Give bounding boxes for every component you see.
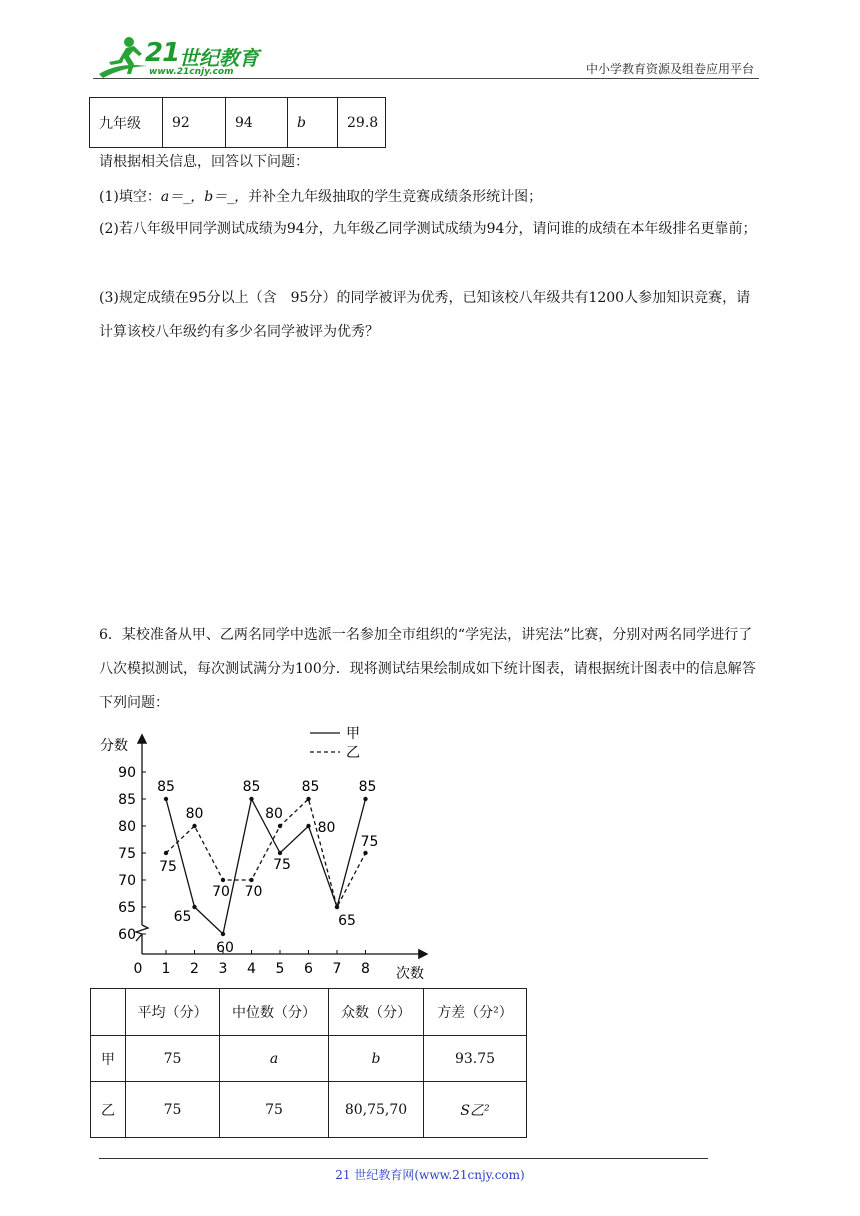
data-label-yi: 70 <box>244 884 263 900</box>
data-label-jia: 65 <box>338 913 356 929</box>
table-cell-name: 乙 <box>91 1082 126 1138</box>
chart-legend <box>304 723 384 763</box>
data-label-yi: 75 <box>360 834 379 850</box>
table-cell: 75 <box>126 1082 220 1138</box>
data-label-jia: 65 <box>173 909 192 925</box>
data-point-yi <box>306 797 310 801</box>
data-point-jia <box>306 824 310 828</box>
x-tick-label: 0 <box>133 961 143 977</box>
data-point-yi <box>249 878 253 882</box>
legend-label-yi: 乙 <box>346 745 360 761</box>
x-axis-label: 次数 <box>396 966 424 982</box>
data-point-jia <box>249 797 253 801</box>
y-tick-label: 85 <box>118 792 136 808</box>
data-point-yi <box>278 824 282 828</box>
table-header-row <box>91 989 527 1036</box>
x-tick-label: 1 <box>161 961 171 977</box>
header-divider <box>93 78 759 79</box>
legend-label-jia: 甲 <box>346 726 360 742</box>
table-cell: b <box>288 98 338 148</box>
data-label-yi: 80 <box>185 806 204 822</box>
q5-blank-a: a＝_， <box>160 189 205 205</box>
table-cell-name: 甲 <box>91 1036 126 1082</box>
q6-text: 6．某校准备从甲、乙两名同学中选派一名参加全市组织的“学宪法，讲宪法”比赛，分别对两名同学进行了八次模拟测试，每次测试满分为100分．现将测试结果绘制成如下统计图表，请根据统计图表中的信息解答下列问题： <box>99 627 756 711</box>
data-label-jia: 85 <box>242 779 261 795</box>
data-point-jia <box>221 932 225 936</box>
table-cell-variance-yi: S乙² <box>424 1082 527 1138</box>
score-stats-table <box>90 988 527 1138</box>
table-cell: 75 <box>126 1036 220 1082</box>
data-label-yi: 85 <box>301 779 320 795</box>
table-header-cell: 平均（分） <box>126 989 220 1036</box>
q5-part1 <box>99 187 764 207</box>
table-header-cell <box>91 989 126 1036</box>
y-tick-label: 80 <box>118 819 136 835</box>
data-label-yi: 70 <box>212 884 230 900</box>
table-header-cell: 方差（分²） <box>424 989 527 1036</box>
data-point-jia <box>164 797 168 801</box>
data-label-yi: 80 <box>265 806 283 822</box>
table-cell: 29.8 <box>338 98 386 148</box>
q5-part2: (2)若八年级甲同学测试成绩为94分，九年级乙同学测试成绩为94分，请问谁的成绩在本年级排名更靠前； <box>99 221 757 237</box>
data-point-jia <box>192 905 196 909</box>
data-point-yi <box>363 851 367 855</box>
data-point-jia <box>278 851 282 855</box>
x-tick-label: 3 <box>218 961 228 977</box>
data-point-yi <box>335 905 339 909</box>
data-label-jia: 80 <box>317 820 336 836</box>
page-header <box>0 0 860 90</box>
x-tick-label: 4 <box>247 961 256 977</box>
x-tick-label: 5 <box>275 961 285 977</box>
data-point-jia <box>363 797 367 801</box>
y-tick-label: 90 <box>118 765 136 781</box>
table-header-cell: 众数（分） <box>329 989 424 1036</box>
table-header-cell: 中位数（分） <box>220 989 329 1036</box>
data-point-yi <box>192 824 196 828</box>
table-cell: 80,75,70 <box>329 1082 424 1138</box>
data-label-jia: 75 <box>273 857 291 873</box>
q5-blank-b: b＝_， <box>204 189 249 205</box>
q5-intro: 请根据相关信息，回答以下问题： <box>99 154 309 170</box>
table-cell: b <box>329 1036 424 1082</box>
y-tick-label: 60 <box>118 927 136 943</box>
q5-part3: (3)规定成绩在95分以上（含 95分）的同学被评为优秀，已知该校八年级共有1200人参加知识竞赛，请计算该校八年级约有多少名同学被评为优秀？ <box>99 290 751 340</box>
y-tick-label: 65 <box>118 900 136 916</box>
header-platform-text: 中小学教育资源及组卷应用平台 <box>585 62 754 76</box>
logo-number: 21 <box>145 38 180 68</box>
table-row <box>91 1036 527 1082</box>
x-tick-label: 2 <box>190 961 199 977</box>
q5-part1-suffix: 并补全九年级抽取的学生竞赛成绩条形统计图； <box>248 189 543 205</box>
footer-divider <box>99 1158 708 1159</box>
table-cell: 93.75 <box>424 1036 527 1082</box>
x-tick-label: 7 <box>332 961 342 977</box>
y-axis-label: 分数 <box>100 738 128 754</box>
data-point-yi <box>164 851 168 855</box>
x-tick-label: 6 <box>304 961 313 977</box>
q5-part1-prefix: (1)填空： <box>99 189 161 205</box>
x-tick-label: 8 <box>361 961 370 977</box>
logo-name: 世纪教育 <box>179 46 259 70</box>
table-cell: 94 <box>226 98 288 148</box>
data-point-yi <box>221 878 225 882</box>
table-cell-grade: 九年级 <box>90 98 163 148</box>
data-label-jia: 85 <box>358 779 377 795</box>
grade-stats-table <box>89 97 386 148</box>
site-logo[interactable] <box>93 36 263 80</box>
y-tick-label: 75 <box>118 846 136 862</box>
footer-text[interactable]: 21 世纪教育网(www.21cnjy.com) <box>335 1168 525 1182</box>
table-cell: 92 <box>163 98 226 148</box>
y-tick-label: 70 <box>118 873 136 889</box>
table-row <box>90 98 386 148</box>
logo-url: www.21cnjy.com <box>149 67 234 77</box>
data-label-jia: 60 <box>216 940 234 956</box>
table-cell: 75 <box>220 1082 329 1138</box>
table-row <box>91 1082 527 1138</box>
data-label-yi: 75 <box>159 859 177 875</box>
data-label-jia: 85 <box>157 779 175 795</box>
runner-logo-icon <box>93 36 149 80</box>
table-cell: a <box>220 1036 329 1082</box>
